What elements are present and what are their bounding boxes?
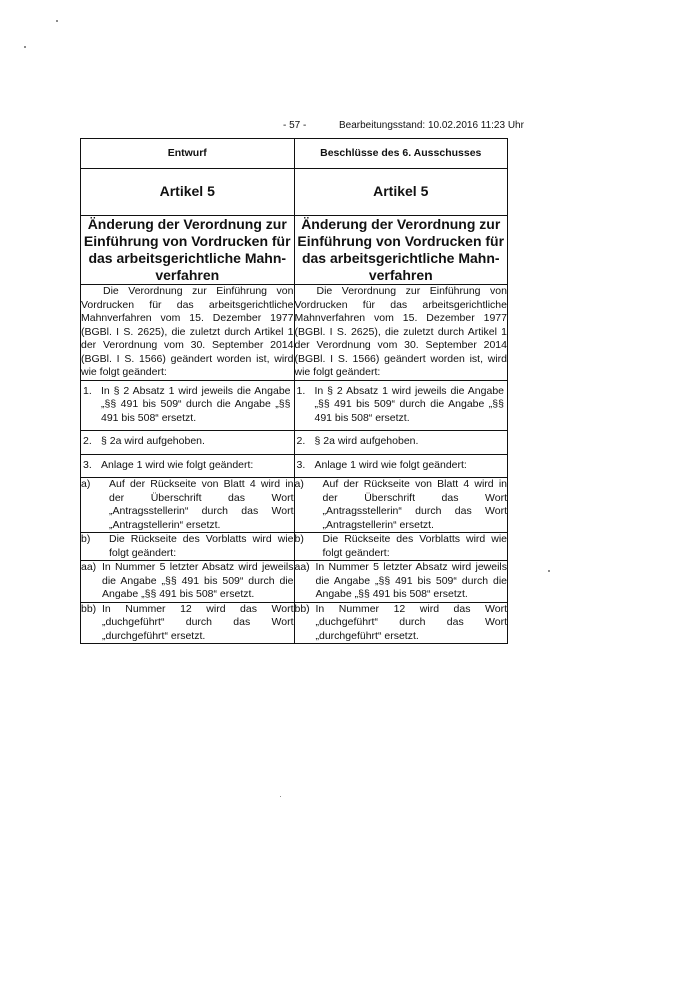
item-text: In § 2 Absatz 1 wird jeweils die Angabe „§§ 491 bis 509“ durch die Angabe „§§ 491 bis 508“ ersetzt. [314,384,504,424]
subitem-a-right [294,478,508,533]
item-text: In § 2 Absatz 1 wird jeweils die Angabe „§§ 491 bis 509“ durch die Angabe „§§ 491 bis 508“ ersetzt. [101,384,291,424]
article-title-left: Änderung der Verordnung zur Einführung von Vordrucken für das arbeitsgerichtliche Mahn-verfahren [81,216,295,285]
intro-text-left: Die Verordnung zur Einführung von Vordrucken für das arbeitsgerichtliche Mahnverfahren vom 15. Dezember 1977 (BGBl. I S. 2625), die zuletzt durch Artikel 1 der Verordnung vom 30. September 2014 (BGBl. I S. 1566) geändert worden ist, wird wie folgt geändert: [81,285,294,378]
item-3-left [81,454,295,478]
subitem-letter: a) [294,478,304,490]
page-number: - 57 - [283,120,307,131]
intro-row [81,285,508,381]
item-text: § 2a wird aufgehoben. [101,435,205,447]
subitem-b-row [81,533,508,561]
subitem-text: Die Rückseite des Vorblatts wird wie folgt geändert: [322,533,507,559]
subitem-a-row [81,478,508,533]
subitem-letter: b) [294,533,304,545]
subitem-bb-row [81,602,508,644]
page-header [283,120,524,131]
subitem-aa-right [294,561,508,603]
item-1-right [294,380,508,431]
column-header-draft: Entwurf [81,139,295,169]
subitem-bb-left [81,602,295,644]
article-heading-left: Artikel 5 [81,169,295,216]
subitem-a-left [81,478,295,533]
subitem-text: Auf der Rückseite von Blatt 4 wird in der Überschrift das Wort „Antragsstellerin“ durch das Wort „Antragstellerin“ ersetzt. [322,478,507,531]
intro-text-right: Die Verordnung zur Einführung von Vordrucken für das arbeitsgerichtliche Mahnverfahren vom 15. Dezember 1977 (BGBl. I S. 2625), die zuletzt durch Artikel 1 der Verordnung vom 30. September 2014 (BGBl. I S. 1566) geändert worden ist, wird wie folgt geändert: [294,285,507,378]
item-3-row [81,454,508,478]
subitem-text: In Nummer 12 wird das Wort „duchgeführt“ durch das Wort „durchgeführt“ ersetzt. [102,602,294,642]
subitem-text: Auf der Rückseite von Blatt 4 wird in der Überschrift das Wort „Antragsstellerin“ durch das Wort „Antragstellerin“ ersetzt. [109,478,294,531]
scan-speck [56,20,58,22]
subitem-aa-row [81,561,508,603]
item-number: 2. [83,435,92,447]
item-3-right [294,454,508,478]
item-1-row [81,380,508,431]
subitem-text: In Nummer 5 letzter Absatz wird jeweils die Angabe „§§ 491 bis 509“ durch die Angabe „§§ 491 bis 508“ ersetzt. [102,561,294,600]
item-text: Anlage 1 wird wie folgt geändert: [101,458,254,471]
item-2-right [294,431,508,455]
column-header-committee: Beschlüsse des 6. Ausschusses [294,139,508,169]
subitem-letter: a) [81,478,91,490]
item-text: § 2a wird aufgehoben. [314,435,419,447]
item-number: 1. [83,384,92,397]
subitem-text: In Nummer 12 wird das Wort „duchgeführt“ durch das Wort „durchgeführt“ ersetzt. [315,602,507,642]
item-2-left [81,431,295,455]
item-text: Anlage 1 wird wie folgt geändert: [314,458,467,471]
subitem-text: Die Rückseite des Vorblatts wird wie folgt geändert: [109,533,294,559]
intro-cell-left [81,285,295,381]
subitem-letter: aa) [294,561,310,573]
item-number: 1. [296,384,306,397]
item-number: 2. [296,435,306,447]
subitem-b-left [81,533,295,561]
title-row [81,216,508,285]
scan-speck [24,46,26,48]
item-number: 3. [296,458,306,471]
scan-speck [548,570,550,572]
item-1-left [81,380,295,431]
subitem-letter: bb) [294,602,310,615]
item-number: 3. [83,458,92,471]
item-2-row [81,431,508,455]
article-title-right: Änderung der Verordnung zur Einführung von Vordrucken für das arbeitsgerichtliche Mahn-verfahren [294,216,508,285]
column-header-row [81,139,508,169]
subitem-aa-left [81,561,295,603]
article-row [81,169,508,216]
subitem-letter: bb) [81,602,97,615]
scan-speck [280,796,281,797]
intro-cell-right [294,285,508,381]
subitem-b-right [294,533,508,561]
edit-status: Bearbeitungsstand: 10.02.2016 11:23 Uhr [339,120,524,131]
subitem-letter: b) [81,533,91,545]
subitem-text: In Nummer 5 letzter Absatz wird jeweils die Angabe „§§ 491 bis 509“ durch die Angabe „§§ 491 bis 508“ ersetzt. [315,561,507,600]
synopsis-table [80,138,508,644]
subitem-letter: aa) [81,561,97,573]
article-heading-right: Artikel 5 [294,169,508,216]
subitem-bb-right [294,602,508,644]
